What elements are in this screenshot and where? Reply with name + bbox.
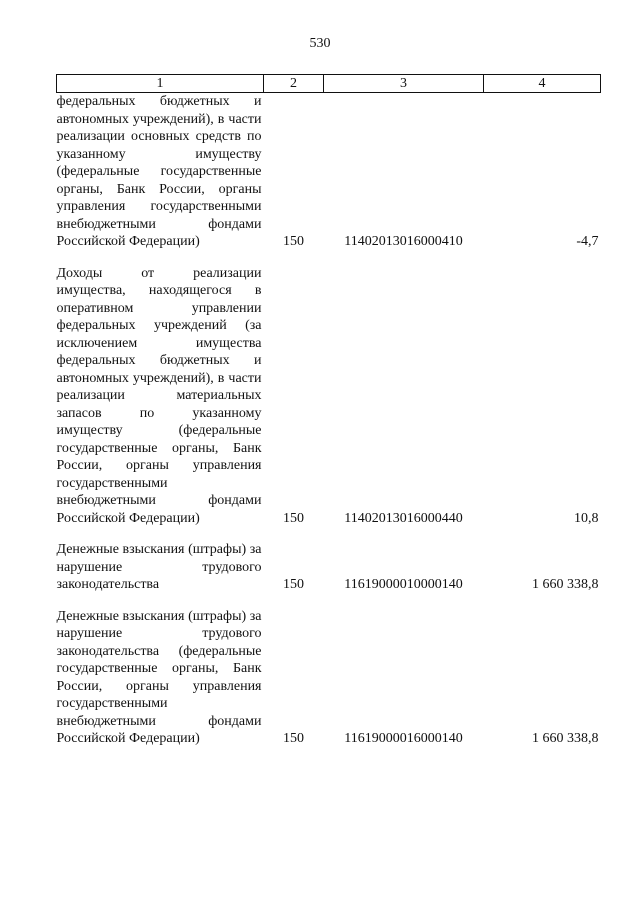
column-header-2: 2 <box>264 75 324 93</box>
row-amount: -4,7 <box>576 234 599 249</box>
row-group-code: 150 <box>283 731 304 746</box>
row-description: федеральных бюджетных и автономных учреждений), в части реализации основных средств по указанному имуществу (федеральные государственные органы, Банк России, органы управления государственными внебюджетными фондами Российской Федерации) <box>56 94 262 249</box>
row-budget-code: 11402013016000440 <box>344 510 463 526</box>
table-row <box>57 93 601 251</box>
row-group-code: 150 <box>283 577 304 592</box>
column-header-1: 1 <box>57 75 264 93</box>
row-group-code: 150 <box>283 510 304 526</box>
budget-table <box>56 74 601 748</box>
row-amount: 1 660 338,8 <box>532 731 599 746</box>
page-number: 530 <box>309 36 331 51</box>
row-amount: 1 660 338,8 <box>532 577 599 592</box>
column-header-3: 3 <box>324 75 484 93</box>
column-header-4: 4 <box>484 75 601 93</box>
row-description: Денежные взыскания (штрафы) за нарушение трудового законодательства <box>56 542 262 592</box>
table-header-row <box>57 75 601 93</box>
table-row <box>57 541 601 594</box>
table-row <box>57 265 601 528</box>
table-row <box>57 608 601 748</box>
row-description: Денежные взыскания (штрафы) за нарушение трудового законодательства (федеральные государственные органы, Банк России, органы управления государственными внебюджетными фондами Российской Федерации) <box>56 608 262 746</box>
row-group-code: 150 <box>283 234 304 249</box>
row-budget-code: 11619000016000140 <box>344 731 463 746</box>
row-description: Доходы от реализации имущества, находящегося в оперативном управлении федеральных учреждений (за исключением имущества федеральных бюджетных и автономных учреждений), в части реализации материальных запасов по указанному имуществу (федеральные государственные органы, Банк России, органы управления государственными внебюджетными фондами Российской Федерации) <box>56 265 262 526</box>
row-amount: 10,8 <box>574 510 599 526</box>
row-budget-code: 11619000010000140 <box>344 577 463 592</box>
row-budget-code: 11402013016000410 <box>344 234 463 249</box>
